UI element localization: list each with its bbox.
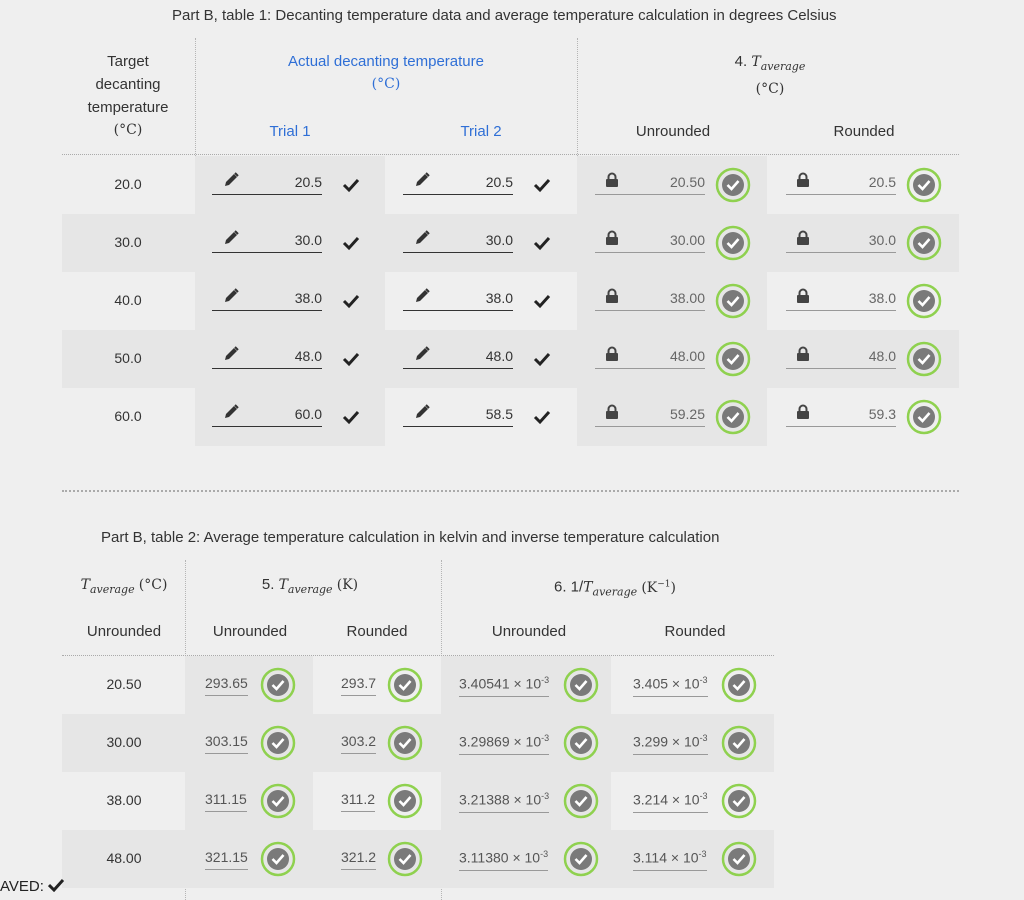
- kelvin-unrounded-value: [205, 791, 247, 812]
- pencil-icon: [222, 171, 240, 189]
- trial2-input[interactable]: [403, 168, 513, 195]
- inverse-rounded-text: 3.114 × 10: [633, 849, 699, 866]
- trial2-value: 20.5: [485, 174, 513, 190]
- checkmark-icon: [533, 176, 551, 194]
- trial1-input[interactable]: [212, 284, 322, 311]
- check-circle-icon: [721, 783, 757, 819]
- exponent: -3: [698, 849, 707, 859]
- check-circle-icon: [721, 725, 757, 761]
- rounded-average-field: [786, 284, 896, 311]
- inverse-rounded-value: [633, 675, 708, 697]
- celsius-average: 20.50: [106, 676, 142, 692]
- t2-sub-unrounded-c: Unrounded: [86, 623, 162, 640]
- checkmark-icon: [342, 408, 360, 426]
- checkmark-icon: [533, 292, 551, 310]
- checkmark-icon: [342, 350, 360, 368]
- exponent: -3: [541, 675, 550, 685]
- unrounded-average-value: 48.00: [669, 348, 705, 364]
- exponent: -3: [699, 675, 708, 685]
- t2-col-header-celsius: $T_{average}$ (°C): [80, 577, 168, 596]
- table1-header-rule: [62, 154, 959, 155]
- trial2-input[interactable]: [403, 226, 513, 253]
- pencil-icon: [222, 345, 240, 363]
- check-circle-icon: [260, 725, 296, 761]
- check-circle-icon: [906, 225, 942, 261]
- rounded-average-field: [786, 342, 896, 369]
- kelvin-rounded-text: 293.7: [341, 675, 377, 691]
- check-circle-icon: [387, 725, 423, 761]
- table2-caption: Part B, table 2: Average temperature calculation in kelvin and inverse temperature calculation: [101, 529, 720, 546]
- check-circle-icon: [563, 783, 599, 819]
- pencil-icon: [222, 403, 240, 421]
- exponent: -3: [541, 791, 550, 801]
- kelvin-rounded-value: [341, 733, 376, 754]
- unrounded-average-field: [595, 226, 705, 253]
- pencil-icon: [413, 403, 431, 421]
- inverse-unrounded-value: [459, 675, 549, 697]
- check-circle-icon: [260, 667, 296, 703]
- rounded-average-value: 59.3: [868, 406, 896, 422]
- lock-icon: [603, 171, 621, 189]
- check-circle-icon: [721, 841, 757, 877]
- col-header-rounded: Rounded: [833, 123, 895, 140]
- exponent: -3: [699, 733, 708, 743]
- col-header-actual: Actual decanting temperature (°C): [288, 53, 484, 92]
- rounded-average-value: 30.0: [868, 232, 896, 248]
- trial2-input[interactable]: [403, 400, 513, 427]
- lock-icon: [794, 229, 812, 247]
- inverse-unrounded-text: 3.11380 × 10: [459, 849, 541, 866]
- inverse-rounded-value: [633, 849, 707, 871]
- kelvin-rounded-text: 303.2: [341, 733, 377, 749]
- exponent: -3: [540, 849, 549, 859]
- kelvin-rounded-value: [341, 849, 376, 870]
- unrounded-average-value: 30.00: [669, 232, 705, 248]
- checkmark-icon: [342, 176, 360, 194]
- unrounded-average-field: [595, 400, 705, 427]
- kelvin-unrounded-value: [205, 849, 248, 870]
- lock-icon: [603, 287, 621, 305]
- section-divider: [62, 490, 959, 492]
- kelvin-unrounded-text: 293.65: [205, 675, 248, 691]
- target-temperature: 60.0: [114, 408, 142, 424]
- celsius-average: 48.00: [106, 850, 142, 866]
- trial1-input[interactable]: [212, 168, 322, 195]
- check-circle-icon: [906, 167, 942, 203]
- checkmark-icon: [533, 408, 551, 426]
- unrounded-average-value: 59.25: [669, 406, 705, 422]
- checkmark-icon: [533, 234, 551, 252]
- rounded-average-value: 48.0: [868, 348, 896, 364]
- rounded-average-value: 20.5: [868, 174, 896, 190]
- lock-icon: [794, 345, 812, 363]
- trial1-input[interactable]: [212, 400, 322, 427]
- target-temperature: 50.0: [114, 350, 142, 366]
- t2-sub-unrounded-k: Unrounded: [212, 623, 288, 640]
- unrounded-average-field: [595, 284, 705, 311]
- col-header-unrounded: Unrounded: [635, 123, 711, 140]
- celsius-average: 30.00: [106, 734, 142, 750]
- inverse-rounded-text: 3.405 × 10: [633, 675, 700, 692]
- check-circle-icon: [715, 225, 751, 261]
- pencil-icon: [413, 287, 431, 305]
- unrounded-average-value: 38.00: [669, 290, 705, 306]
- check-circle-icon: [260, 783, 296, 819]
- pencil-icon: [413, 171, 431, 189]
- trial2-value: 58.5: [485, 406, 513, 422]
- t2-sub-unrounded-inv: Unrounded: [491, 623, 567, 640]
- check-circle-icon: [715, 399, 751, 435]
- trial2-input[interactable]: [403, 284, 513, 311]
- check-circle-icon: [715, 167, 751, 203]
- check-circle-icon: [387, 841, 423, 877]
- lock-icon: [794, 403, 812, 421]
- col-header-trial1: Trial 1: [269, 123, 311, 140]
- lock-icon: [794, 287, 812, 305]
- check-circle-icon: [260, 841, 296, 877]
- t2-col-header-kelvin: 5. $T_{average}$ (K): [261, 576, 359, 596]
- unrounded-average-value: 20.50: [669, 174, 705, 190]
- pencil-icon: [222, 287, 240, 305]
- checkmark-icon: [342, 292, 360, 310]
- inverse-unrounded-text: 3.21388 × 10: [459, 791, 542, 808]
- rounded-average-value: 38.0: [868, 290, 896, 306]
- lock-icon: [603, 403, 621, 421]
- kelvin-rounded-value: [341, 675, 376, 696]
- inverse-unrounded-value: [459, 849, 548, 871]
- inverse-rounded-value: [633, 791, 708, 813]
- inverse-unrounded-text: 3.40541 × 10: [459, 675, 542, 692]
- inverse-rounded-text: 3.299 × 10: [633, 733, 700, 750]
- trial2-value: 38.0: [485, 290, 513, 306]
- save-status: [0, 878, 64, 895]
- rounded-average-field: [786, 400, 896, 427]
- check-circle-icon: [387, 667, 423, 703]
- kelvin-unrounded-value: [205, 733, 248, 754]
- save-status-label: AVED:: [0, 878, 44, 895]
- t2-sub-rounded-k: Rounded: [346, 623, 408, 640]
- check-circle-icon: [387, 783, 423, 819]
- inverse-unrounded-value: [459, 733, 549, 755]
- checkmark-icon: [342, 234, 360, 252]
- pencil-icon: [413, 345, 431, 363]
- trial1-value: 60.0: [294, 406, 322, 422]
- rounded-average-field: [786, 226, 896, 253]
- check-circle-icon: [563, 667, 599, 703]
- trial2-value: 30.0: [485, 232, 513, 248]
- unrounded-average-field: [595, 342, 705, 369]
- pencil-icon: [413, 229, 431, 247]
- t2-sub-rounded-inv: Rounded: [664, 623, 726, 640]
- inverse-rounded-value: [633, 733, 708, 755]
- check-circle-icon: [906, 283, 942, 319]
- table2-header-rule: [62, 655, 774, 656]
- check-circle-icon: [563, 725, 599, 761]
- kelvin-unrounded-text: 311.15: [205, 791, 247, 807]
- inverse-unrounded-value: [459, 791, 549, 813]
- kelvin-unrounded-text: 321.15: [205, 849, 248, 865]
- kelvin-unrounded-value: [205, 675, 248, 696]
- trial1-value: 48.0: [294, 348, 322, 364]
- check-circle-icon: [563, 841, 599, 877]
- inverse-unrounded-text: 3.29869 × 10: [459, 733, 542, 750]
- checkmark-icon: [48, 878, 64, 892]
- trial1-value: 38.0: [294, 290, 322, 306]
- check-circle-icon: [715, 341, 751, 377]
- col-header-average: 4. $T_{average}$ (°C): [734, 53, 806, 97]
- trial1-input[interactable]: [212, 226, 322, 253]
- lock-icon: [603, 345, 621, 363]
- t2-col-header-inverse: 6. $1/T_{average}$ $(K^{-1})$: [553, 578, 677, 599]
- trial1-value: 20.5: [294, 174, 322, 190]
- rounded-average-field: [786, 168, 896, 195]
- exponent: -3: [699, 791, 708, 801]
- inverse-rounded-text: 3.214 × 10: [633, 791, 700, 808]
- trial1-input[interactable]: [212, 342, 322, 369]
- kelvin-rounded-text: 311.2: [341, 791, 375, 807]
- check-circle-icon: [715, 283, 751, 319]
- kelvin-rounded-value: [341, 791, 375, 812]
- kelvin-rounded-text: 321.2: [341, 849, 377, 865]
- target-temperature: 20.0: [114, 176, 142, 192]
- table1-caption: Part B, table 1: Decanting temperature data and average temperature calculation in degrees Celsius: [172, 7, 837, 24]
- trial2-input[interactable]: [403, 342, 513, 369]
- target-temperature: 40.0: [114, 292, 142, 308]
- col-header-trial2: Trial 2: [460, 123, 502, 140]
- pencil-icon: [222, 229, 240, 247]
- check-circle-icon: [721, 667, 757, 703]
- col-header-target: Target decanting temperature (°C): [87, 53, 169, 138]
- kelvin-unrounded-text: 303.15: [205, 733, 248, 749]
- exponent: -3: [541, 733, 550, 743]
- celsius-average: 38.00: [106, 792, 142, 808]
- check-circle-icon: [906, 341, 942, 377]
- trial1-value: 30.0: [294, 232, 322, 248]
- checkmark-icon: [533, 350, 551, 368]
- unrounded-average-field: [595, 168, 705, 195]
- lock-icon: [794, 171, 812, 189]
- target-temperature: 30.0: [114, 234, 142, 250]
- trial2-value: 48.0: [485, 348, 513, 364]
- lock-icon: [603, 229, 621, 247]
- check-circle-icon: [906, 399, 942, 435]
